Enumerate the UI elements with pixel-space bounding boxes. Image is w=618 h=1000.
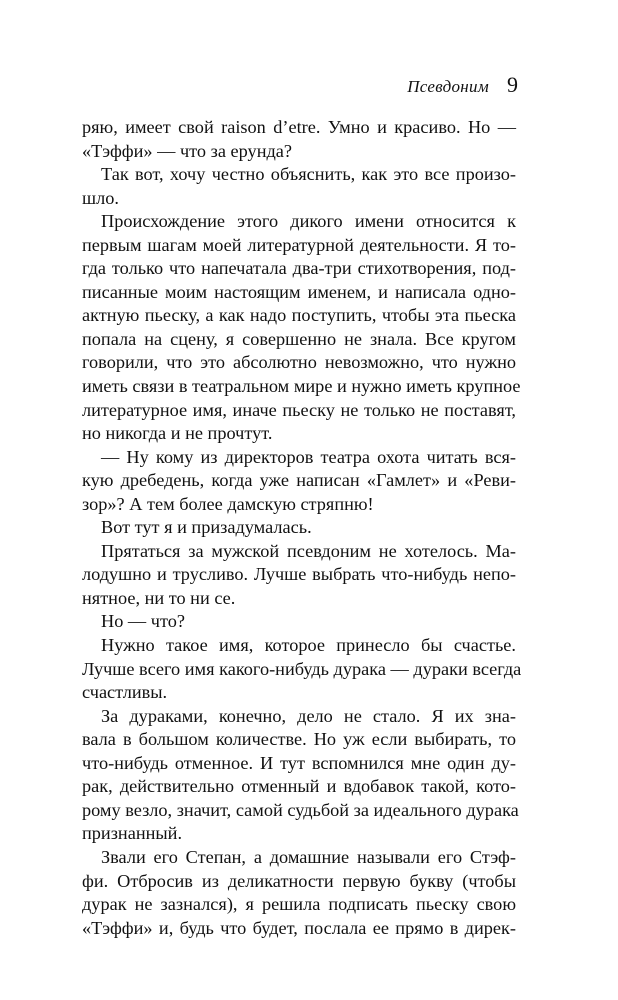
text-line: актную пьеску, а как надо поступить, чтобы эта пьеска bbox=[82, 305, 516, 326]
body-text bbox=[82, 116, 522, 940]
text-line: но никогда и не прочтут. bbox=[82, 423, 273, 444]
text-line: что-нибудь отменное. И тут вспомнился мне один ду- bbox=[82, 752, 516, 773]
text-line: говорили, что это абсолютно невозможно, что нужно bbox=[82, 352, 516, 373]
text-line: писанные моим настоящим именем, и написала одно- bbox=[82, 281, 516, 302]
text-line: «Тэффи» и, будь что будет, послала ее прямо в дирек- bbox=[82, 917, 516, 938]
text-line: Вот тут я и призадумалась. bbox=[101, 517, 312, 538]
text-line: зор»? А тем более дамскую стряпню! bbox=[82, 493, 374, 514]
text-line: кую дребедень, когда уже написан «Гамлет» и «Реви- bbox=[82, 470, 516, 491]
text-line: Нужно такое имя, которое принесло бы счастье. bbox=[101, 635, 516, 656]
text-line: Происхождение этого дикого имени относится к bbox=[101, 211, 516, 232]
text-line: счастливы. bbox=[82, 682, 168, 703]
text-line: фи. Отбросив из деликатности первую букву (чтобы bbox=[82, 870, 516, 891]
text-line: рому везло, значит, самой судьбой за идеального дурака bbox=[82, 799, 519, 820]
text-line: Звали его Степан, а домашние называли его Стэф- bbox=[101, 846, 516, 867]
text-line: рак, действительно отменный и вдобавок такой, кото- bbox=[82, 776, 516, 797]
text-line: литературное имя, иначе пьеску не только не поставят, bbox=[82, 399, 516, 420]
text-line: попала на сцену, я совершенно не знала. Все кругом bbox=[82, 328, 516, 349]
text-line: За дураками, конечно, дело не стало. Я их зна- bbox=[101, 705, 516, 726]
text-line: нятное, ни то ни се. bbox=[82, 587, 236, 608]
text-line: Прятаться за мужской псевдоним не хотелось. Ма- bbox=[101, 540, 516, 561]
running-title: Псевдоним bbox=[407, 77, 489, 96]
text-line: лодушно и трусливо. Лучше выбрать что-нибудь непо- bbox=[82, 564, 516, 585]
text-line: — Ну кому из директоров театра охота читать вся- bbox=[101, 446, 516, 467]
running-head bbox=[407, 72, 518, 98]
text-line: ряю, имеет свой raison d’etre. Умно и красиво. Но — bbox=[82, 117, 516, 137]
text-line: гда только что напечатала два-три стихотворения, под- bbox=[82, 258, 516, 279]
text-line: иметь связи в театральном мире и нужно иметь крупное bbox=[82, 376, 521, 397]
text-line: признанный. bbox=[82, 823, 183, 844]
text-line: Так вот, хочу честно объяснить, как это все произо- bbox=[101, 164, 516, 185]
text-line: первым шагам моей литературной деятельности. Я то- bbox=[82, 234, 516, 255]
text-line: дурак не зазнался), я решила подписать пьеску свою bbox=[82, 894, 516, 915]
text-line: вала в большом количестве. Но уж если выбирать, то bbox=[82, 729, 516, 750]
text-line: «Тэффи» — что за ерунда? bbox=[82, 140, 293, 161]
page-number: 9 bbox=[507, 72, 518, 97]
text-line: Лучше всего имя какого-нибудь дурака — дураки всегда bbox=[82, 658, 522, 679]
text-line: шло. bbox=[82, 187, 119, 208]
text-line: Но — что? bbox=[101, 611, 185, 632]
